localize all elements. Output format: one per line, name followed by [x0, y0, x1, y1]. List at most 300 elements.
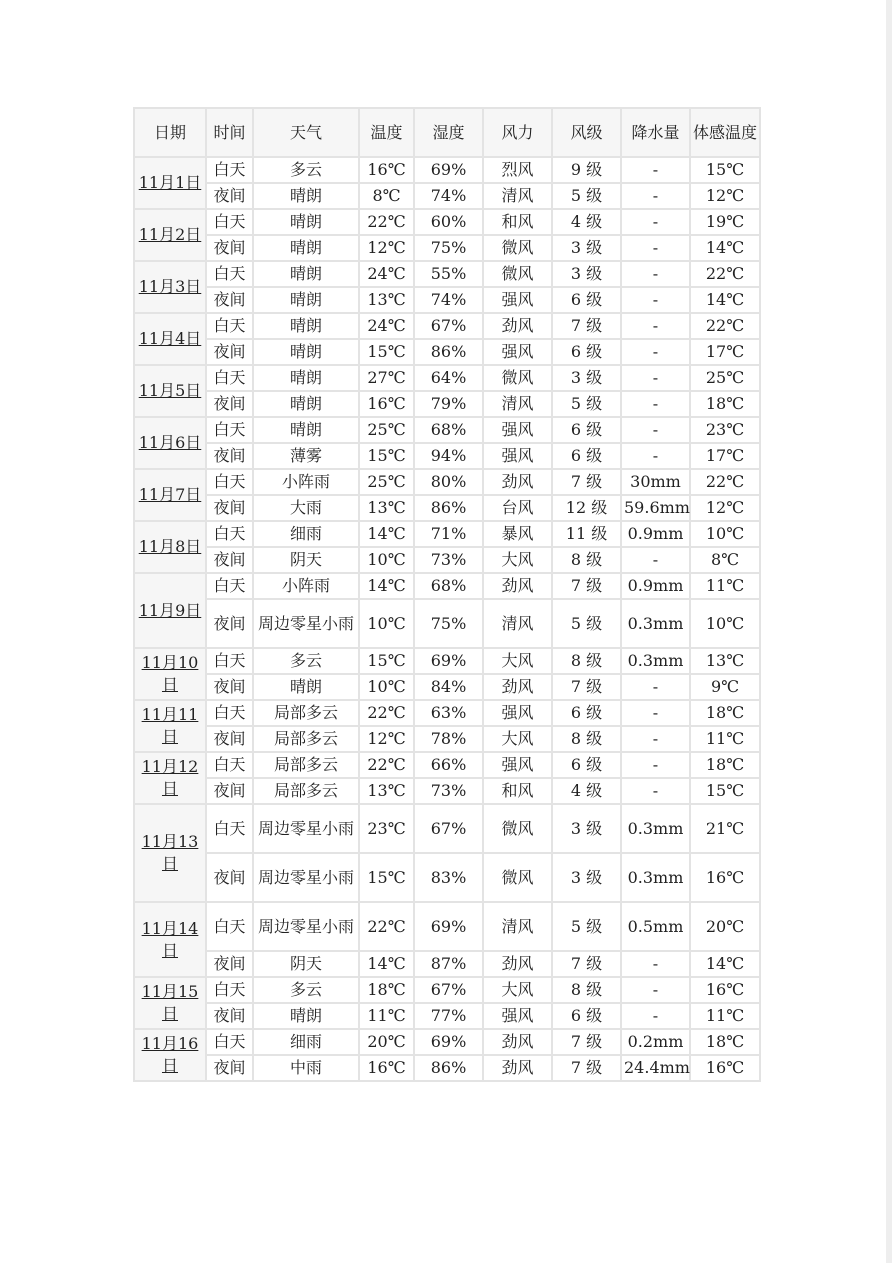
weather-cell: 晴朗 — [253, 313, 359, 339]
time-cell: 夜间 — [206, 778, 253, 804]
wind-cell: 大风 — [483, 547, 552, 573]
wind-level-cell: 11 级 — [552, 521, 621, 547]
feels-like-cell: 13℃ — [690, 648, 760, 674]
wind-level-cell: 8 级 — [552, 726, 621, 752]
feels-like-cell: 18℃ — [690, 1029, 760, 1055]
wind-level-cell: 9 级 — [552, 157, 621, 183]
humidity-cell: 74% — [414, 287, 483, 313]
feels-like-cell: 18℃ — [690, 752, 760, 778]
date-cell — [134, 209, 206, 261]
wind-level-cell: 6 级 — [552, 1003, 621, 1029]
feels-like-cell: 18℃ — [690, 391, 760, 417]
header-feels-like: 体感温度 — [690, 108, 760, 157]
wind-level-cell: 8 级 — [552, 977, 621, 1003]
wind-level-cell: 12 级 — [552, 495, 621, 521]
date-link[interactable]: 11月9日 — [138, 600, 202, 620]
weather-cell: 薄雾 — [253, 443, 359, 469]
wind-cell: 烈风 — [483, 157, 552, 183]
temperature-cell: 14℃ — [359, 521, 414, 547]
humidity-cell: 73% — [414, 547, 483, 573]
humidity-cell: 77% — [414, 1003, 483, 1029]
temperature-cell: 25℃ — [359, 469, 414, 495]
weather-cell: 多云 — [253, 157, 359, 183]
weather-cell: 晴朗 — [253, 417, 359, 443]
wind-cell: 劲风 — [483, 469, 552, 495]
table-row — [134, 157, 760, 183]
wind-cell: 微风 — [483, 235, 552, 261]
table-row — [134, 417, 760, 443]
table-row — [134, 977, 760, 1003]
date-link[interactable]: 11月10日 — [141, 653, 199, 694]
weather-cell: 多云 — [253, 648, 359, 674]
date-link[interactable]: 11月15日 — [141, 982, 199, 1023]
wind-level-cell: 7 级 — [552, 469, 621, 495]
weather-cell: 小阵雨 — [253, 469, 359, 495]
feels-like-cell: 16℃ — [690, 1055, 760, 1081]
precipitation-cell: - — [621, 391, 690, 417]
weather-cell: 局部多云 — [253, 752, 359, 778]
wind-cell: 清风 — [483, 391, 552, 417]
weather-cell: 细雨 — [253, 521, 359, 547]
wind-cell: 强风 — [483, 700, 552, 726]
humidity-cell: 69% — [414, 157, 483, 183]
temperature-cell: 15℃ — [359, 339, 414, 365]
time-cell: 白天 — [206, 573, 253, 599]
wind-cell: 强风 — [483, 339, 552, 365]
feels-like-cell: 10℃ — [690, 599, 760, 648]
feels-like-cell: 12℃ — [690, 495, 760, 521]
feels-like-cell: 23℃ — [690, 417, 760, 443]
humidity-cell: 69% — [414, 648, 483, 674]
header-weather: 天气 — [253, 108, 359, 157]
humidity-cell: 67% — [414, 313, 483, 339]
feels-like-cell: 25℃ — [690, 365, 760, 391]
precipitation-cell: - — [621, 726, 690, 752]
time-cell: 白天 — [206, 469, 253, 495]
time-cell: 夜间 — [206, 495, 253, 521]
weather-cell: 晴朗 — [253, 339, 359, 365]
weather-cell: 晴朗 — [253, 261, 359, 287]
feels-like-cell: 22℃ — [690, 469, 760, 495]
table-row — [134, 726, 760, 752]
date-cell — [134, 648, 206, 700]
time-cell: 夜间 — [206, 547, 253, 573]
wind-level-cell: 6 级 — [552, 700, 621, 726]
precipitation-cell: - — [621, 209, 690, 235]
wind-cell: 劲风 — [483, 1029, 552, 1055]
feels-like-cell: 22℃ — [690, 313, 760, 339]
date-cell — [134, 752, 206, 804]
wind-level-cell: 7 级 — [552, 313, 621, 339]
time-cell: 白天 — [206, 700, 253, 726]
humidity-cell: 63% — [414, 700, 483, 726]
wind-level-cell: 5 级 — [552, 902, 621, 951]
feels-like-cell: 12℃ — [690, 183, 760, 209]
table-row — [134, 261, 760, 287]
date-cell — [134, 700, 206, 752]
date-cell — [134, 902, 206, 977]
temperature-cell: 12℃ — [359, 235, 414, 261]
precipitation-cell: - — [621, 951, 690, 977]
precipitation-cell: 0.5mm — [621, 902, 690, 951]
date-link[interactable]: 11月4日 — [138, 329, 202, 348]
temperature-cell: 15℃ — [359, 443, 414, 469]
date-link[interactable]: 11月13日 — [141, 832, 199, 873]
temperature-cell: 22℃ — [359, 902, 414, 951]
precipitation-cell: - — [621, 674, 690, 700]
humidity-cell: 66% — [414, 752, 483, 778]
temperature-cell: 16℃ — [359, 391, 414, 417]
time-cell: 夜间 — [206, 391, 253, 417]
table-row — [134, 599, 760, 648]
temperature-cell: 25℃ — [359, 417, 414, 443]
date-cell — [134, 977, 206, 1029]
feels-like-cell: 10℃ — [690, 521, 760, 547]
wind-level-cell: 3 级 — [552, 804, 621, 853]
date-link[interactable]: 11月11日 — [141, 705, 199, 746]
header-time: 时间 — [206, 108, 253, 157]
weather-cell: 周边零星小雨 — [253, 599, 359, 648]
precipitation-cell: - — [621, 313, 690, 339]
weather-cell: 晴朗 — [253, 1003, 359, 1029]
date-cell — [134, 573, 206, 648]
humidity-cell: 78% — [414, 726, 483, 752]
date-link[interactable]: 11月14日 — [141, 918, 199, 960]
temperature-cell: 23℃ — [359, 804, 414, 853]
wind-cell: 台风 — [483, 495, 552, 521]
precipitation-cell: 0.3mm — [621, 853, 690, 902]
precipitation-cell: 30mm — [621, 469, 690, 495]
time-cell: 白天 — [206, 209, 253, 235]
humidity-cell: 83% — [414, 853, 483, 902]
time-cell: 夜间 — [206, 674, 253, 700]
table-row — [134, 521, 760, 547]
humidity-cell: 86% — [414, 495, 483, 521]
time-cell: 夜间 — [206, 599, 253, 648]
wind-cell: 劲风 — [483, 573, 552, 599]
weather-cell: 周边零星小雨 — [253, 853, 359, 902]
date-link[interactable]: 11月5日 — [138, 381, 202, 400]
temperature-cell: 16℃ — [359, 1055, 414, 1081]
weather-cell: 中雨 — [253, 1055, 359, 1081]
table-row — [134, 235, 760, 261]
precipitation-cell: - — [621, 157, 690, 183]
precipitation-cell: - — [621, 365, 690, 391]
humidity-cell: 87% — [414, 951, 483, 977]
humidity-cell: 67% — [414, 977, 483, 1003]
precipitation-cell: - — [621, 700, 690, 726]
wind-cell: 强风 — [483, 417, 552, 443]
precipitation-cell: - — [621, 417, 690, 443]
time-cell: 白天 — [206, 417, 253, 443]
weather-cell: 细雨 — [253, 1029, 359, 1055]
time-cell: 白天 — [206, 752, 253, 778]
wind-level-cell: 6 级 — [552, 417, 621, 443]
wind-level-cell: 4 级 — [552, 778, 621, 804]
temperature-cell: 11℃ — [359, 1003, 414, 1029]
wind-level-cell: 6 级 — [552, 443, 621, 469]
time-cell: 白天 — [206, 648, 253, 674]
wind-cell: 暴风 — [483, 521, 552, 547]
precipitation-cell: - — [621, 977, 690, 1003]
precipitation-cell: - — [621, 261, 690, 287]
date-cell — [134, 157, 206, 209]
weather-cell: 晴朗 — [253, 287, 359, 313]
temperature-cell: 27℃ — [359, 365, 414, 391]
table-row — [134, 700, 760, 726]
feels-like-cell: 11℃ — [690, 1003, 760, 1029]
temperature-cell: 10℃ — [359, 599, 414, 648]
wind-cell: 大风 — [483, 726, 552, 752]
feels-like-cell: 11℃ — [690, 573, 760, 599]
wind-level-cell: 3 级 — [552, 365, 621, 391]
weather-cell: 晴朗 — [253, 235, 359, 261]
time-cell: 夜间 — [206, 726, 253, 752]
temperature-cell: 14℃ — [359, 951, 414, 977]
header-date: 日期 — [134, 108, 206, 157]
weather-cell: 周边零星小雨 — [253, 902, 359, 951]
date-cell — [134, 261, 206, 313]
temperature-cell: 20℃ — [359, 1029, 414, 1055]
wind-cell: 大风 — [483, 648, 552, 674]
humidity-cell: 80% — [414, 469, 483, 495]
precipitation-cell: - — [621, 235, 690, 261]
header-wind: 风力 — [483, 108, 552, 157]
date-cell — [134, 417, 206, 469]
weather-cell: 局部多云 — [253, 778, 359, 804]
time-cell: 夜间 — [206, 1055, 253, 1081]
time-cell: 白天 — [206, 313, 253, 339]
table-row — [134, 648, 760, 674]
wind-cell: 清风 — [483, 599, 552, 648]
time-cell: 白天 — [206, 1029, 253, 1055]
wind-level-cell: 6 级 — [552, 752, 621, 778]
humidity-cell: 67% — [414, 804, 483, 853]
header-precipitation: 降水量 — [621, 108, 690, 157]
table-row — [134, 778, 760, 804]
humidity-cell: 79% — [414, 391, 483, 417]
time-cell: 夜间 — [206, 183, 253, 209]
date-cell — [134, 1029, 206, 1081]
precipitation-cell: 0.9mm — [621, 573, 690, 599]
humidity-cell: 69% — [414, 902, 483, 951]
feels-like-cell: 22℃ — [690, 261, 760, 287]
time-cell: 白天 — [206, 157, 253, 183]
table-row — [134, 902, 760, 951]
temperature-cell: 10℃ — [359, 674, 414, 700]
feels-like-cell: 14℃ — [690, 951, 760, 977]
table-row — [134, 469, 760, 495]
weather-cell: 小阵雨 — [253, 573, 359, 599]
time-cell: 夜间 — [206, 339, 253, 365]
date-cell — [134, 365, 206, 417]
humidity-cell: 68% — [414, 573, 483, 599]
wind-level-cell: 8 级 — [552, 547, 621, 573]
time-cell: 夜间 — [206, 951, 253, 977]
date-link[interactable]: 11月16日 — [141, 1034, 199, 1075]
humidity-cell: 75% — [414, 235, 483, 261]
wind-cell: 微风 — [483, 365, 552, 391]
wind-cell: 清风 — [483, 902, 552, 951]
wind-cell: 强风 — [483, 1003, 552, 1029]
weather-cell: 多云 — [253, 977, 359, 1003]
wind-level-cell: 7 级 — [552, 1029, 621, 1055]
table-row — [134, 1029, 760, 1055]
wind-cell: 劲风 — [483, 674, 552, 700]
header-humidity: 湿度 — [414, 108, 483, 157]
humidity-cell: 94% — [414, 443, 483, 469]
precipitation-cell: - — [621, 1003, 690, 1029]
precipitation-cell: - — [621, 287, 690, 313]
date-link[interactable]: 11月2日 — [138, 225, 202, 244]
weather-cell: 阴天 — [253, 547, 359, 573]
time-cell: 夜间 — [206, 1003, 253, 1029]
humidity-cell: 73% — [414, 778, 483, 804]
wind-level-cell: 7 级 — [552, 573, 621, 599]
header-wind-level: 风级 — [552, 108, 621, 157]
wind-cell: 大风 — [483, 977, 552, 1003]
temperature-cell: 15℃ — [359, 648, 414, 674]
date-link[interactable]: 11月8日 — [138, 537, 202, 556]
wind-cell: 微风 — [483, 853, 552, 902]
time-cell: 夜间 — [206, 235, 253, 261]
weather-cell: 晴朗 — [253, 183, 359, 209]
wind-cell: 强风 — [483, 443, 552, 469]
wind-level-cell: 5 级 — [552, 183, 621, 209]
time-cell: 白天 — [206, 902, 253, 951]
table-row — [134, 391, 760, 417]
feels-like-cell: 8℃ — [690, 547, 760, 573]
precipitation-cell: 0.2mm — [621, 1029, 690, 1055]
feels-like-cell: 15℃ — [690, 778, 760, 804]
precipitation-cell: - — [621, 443, 690, 469]
weather-cell: 大雨 — [253, 495, 359, 521]
table-row — [134, 209, 760, 235]
humidity-cell: 75% — [414, 599, 483, 648]
weather-cell: 周边零星小雨 — [253, 804, 359, 853]
wind-level-cell: 3 级 — [552, 261, 621, 287]
feels-like-cell: 17℃ — [690, 443, 760, 469]
precipitation-cell: - — [621, 778, 690, 804]
wind-level-cell: 6 级 — [552, 339, 621, 365]
temperature-cell: 22℃ — [359, 752, 414, 778]
time-cell: 夜间 — [206, 443, 253, 469]
wind-level-cell: 3 级 — [552, 235, 621, 261]
temperature-cell: 12℃ — [359, 726, 414, 752]
temperature-cell: 18℃ — [359, 977, 414, 1003]
wind-level-cell: 8 级 — [552, 648, 621, 674]
humidity-cell: 71% — [414, 521, 483, 547]
feels-like-cell: 21℃ — [690, 804, 760, 853]
feels-like-cell: 14℃ — [690, 235, 760, 261]
table-row — [134, 443, 760, 469]
table-row — [134, 853, 760, 902]
precipitation-cell: 0.3mm — [621, 599, 690, 648]
temperature-cell: 13℃ — [359, 495, 414, 521]
temperature-cell: 13℃ — [359, 287, 414, 313]
wind-level-cell: 7 级 — [552, 674, 621, 700]
date-link[interactable]: 11月7日 — [138, 485, 202, 504]
temperature-cell: 22℃ — [359, 700, 414, 726]
table-row — [134, 495, 760, 521]
table-row — [134, 674, 760, 700]
feels-like-cell: 16℃ — [690, 853, 760, 902]
wind-level-cell: 7 级 — [552, 1055, 621, 1081]
precipitation-cell: 24.4mm — [621, 1055, 690, 1081]
date-cell — [134, 521, 206, 573]
weather-cell: 阴天 — [253, 951, 359, 977]
date-link[interactable]: 11月1日 — [138, 173, 202, 192]
temperature-cell: 15℃ — [359, 853, 414, 902]
wind-cell: 和风 — [483, 778, 552, 804]
temperature-cell: 24℃ — [359, 313, 414, 339]
humidity-cell: 68% — [414, 417, 483, 443]
humidity-cell: 86% — [414, 1055, 483, 1081]
feels-like-cell: 9℃ — [690, 674, 760, 700]
temperature-cell: 14℃ — [359, 573, 414, 599]
feels-like-cell: 15℃ — [690, 157, 760, 183]
wind-cell: 清风 — [483, 183, 552, 209]
wind-level-cell: 5 级 — [552, 599, 621, 648]
date-link[interactable]: 11月3日 — [138, 277, 202, 296]
weather-table — [133, 107, 761, 1082]
feels-like-cell: 16℃ — [690, 977, 760, 1003]
temperature-cell: 22℃ — [359, 209, 414, 235]
time-cell: 白天 — [206, 365, 253, 391]
feels-like-cell: 14℃ — [690, 287, 760, 313]
page-edge — [886, 0, 892, 1263]
wind-cell: 强风 — [483, 287, 552, 313]
wind-level-cell: 5 级 — [552, 391, 621, 417]
date-link[interactable]: 11月12日 — [141, 757, 199, 798]
precipitation-cell: 0.9mm — [621, 521, 690, 547]
weather-cell: 晴朗 — [253, 674, 359, 700]
wind-cell: 微风 — [483, 261, 552, 287]
humidity-cell: 60% — [414, 209, 483, 235]
feels-like-cell: 19℃ — [690, 209, 760, 235]
weather-cell: 晴朗 — [253, 391, 359, 417]
time-cell: 夜间 — [206, 853, 253, 902]
table-row — [134, 313, 760, 339]
temperature-cell: 13℃ — [359, 778, 414, 804]
wind-level-cell: 7 级 — [552, 951, 621, 977]
time-cell: 白天 — [206, 977, 253, 1003]
date-cell — [134, 313, 206, 365]
temperature-cell: 8℃ — [359, 183, 414, 209]
date-cell — [134, 469, 206, 521]
wind-cell: 强风 — [483, 752, 552, 778]
weather-cell: 晴朗 — [253, 365, 359, 391]
feels-like-cell: 17℃ — [690, 339, 760, 365]
temperature-cell: 24℃ — [359, 261, 414, 287]
temperature-cell: 16℃ — [359, 157, 414, 183]
humidity-cell: 74% — [414, 183, 483, 209]
date-link[interactable]: 11月6日 — [138, 433, 202, 452]
wind-cell: 微风 — [483, 804, 552, 853]
humidity-cell: 86% — [414, 339, 483, 365]
table-row — [134, 1003, 760, 1029]
wind-cell: 劲风 — [483, 1055, 552, 1081]
table-row — [134, 804, 760, 853]
wind-cell: 劲风 — [483, 313, 552, 339]
humidity-cell: 55% — [414, 261, 483, 287]
table-row — [134, 547, 760, 573]
table-row — [134, 287, 760, 313]
table-row — [134, 183, 760, 209]
precipitation-cell: 0.3mm — [621, 804, 690, 853]
table-row — [134, 365, 760, 391]
precipitation-cell: - — [621, 752, 690, 778]
